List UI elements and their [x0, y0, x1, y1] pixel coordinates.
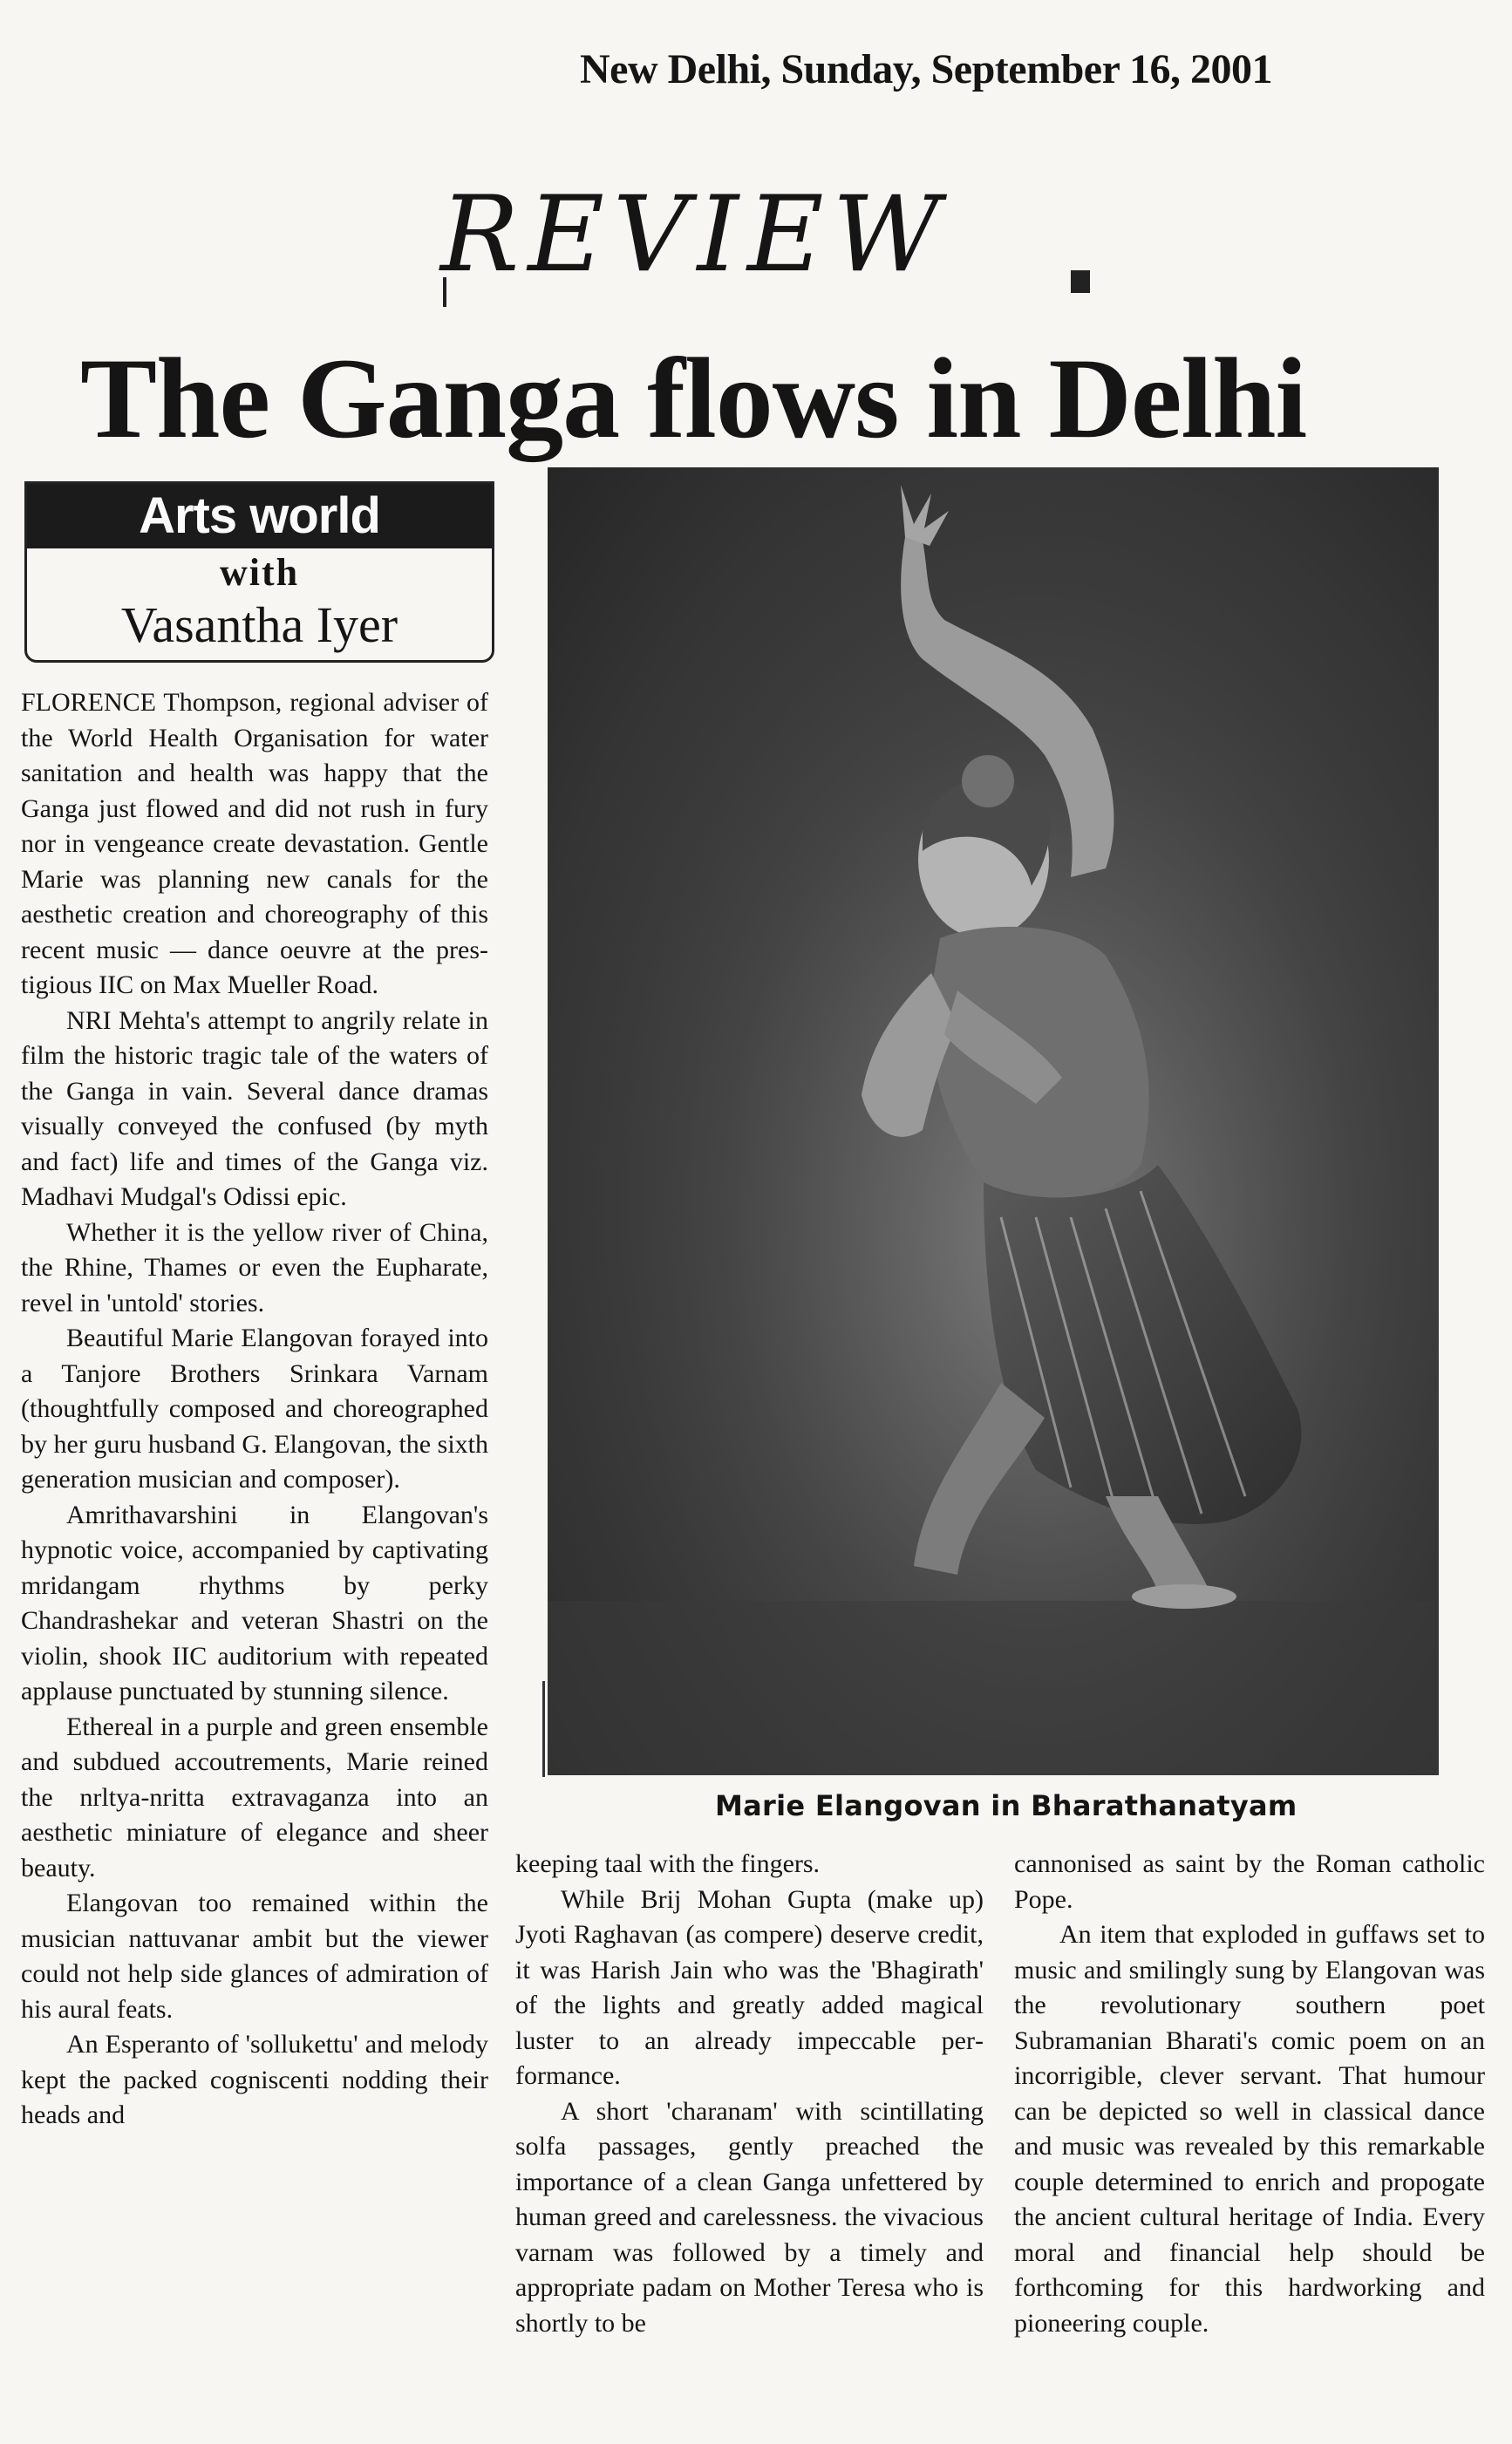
column-author: Vasantha Iyer — [120, 596, 398, 653]
dancer-photo — [548, 467, 1439, 1775]
paragraph: An item that exploded in guffaws set to music and smilingly sung by Elangovan was the revolutionary southern poet Subramanian Bharati's comic poem on an incorrigible, clever servant. That humour can be depicted so well in classical dance and music was revealed by this remarkable couple determined to enrich and propogate the ancient cultural heritage of India. Every moral and financial help should be forthcoming for this hardworking and pioneering couple. — [1014, 1920, 1485, 2338]
paragraph: Amrithavarshini in Elangovan's hypnotic voice, accompanied by captivating mridangam rhythms by perky Chandrashekar and veteran Shastri on the violin, shook IIC auditorium with repeated applause punctuated by stunning silence. — [21, 1500, 488, 1705]
paragraph: Beautiful Marie Elangovan forayed into a Tanjore Brothers Srinkara Varnam (thoughtfully composed and choreographed by her guru husband G. Elangovan, the sixth generation musician and composer). — [21, 1324, 488, 1494]
paragraph: Whether it is the yellow river of China, the Rhine, Thames or even the Eupharate, revel in 'untold' stories. — [21, 1217, 488, 1317]
article-column-3 — [1014, 1847, 1485, 2341]
photo-caption: Marie Elangovan in Bharathanatyam — [715, 1789, 1297, 1822]
paragraph: FLORENCE Thompson, regional adviser of the World Health Organisation for water sanitation and health was happy that the Ganga just flowed and did not rush in fury nor in vengeance create devastation. Gentle Marie was planning new canals for the aesthetic creation and choreography of this recent music — dance oeuvre at the prestigious IIC on Max Mueller Road. — [21, 688, 488, 999]
paragraph: A short 'charanam' with scintillating solfa passages, gently preached the importance of a clean Ganga unfettered by human greed and carelessness. the vivacious varnam was followed by a timely and appropriate padam on Mother Teresa who is shortly to be — [515, 2096, 984, 2338]
column-name: Arts world — [27, 484, 492, 548]
column-masthead — [24, 481, 494, 663]
column-with: with — [219, 551, 300, 594]
dateline: New Delhi, Sunday, September 16, 2001 — [580, 46, 1273, 92]
paragraph: cannonised as saint by the Roman catholic Pope. — [1014, 1849, 1485, 1914]
paragraph: keeping taal with the fingers. — [515, 1849, 821, 1878]
section-end-mark — [1071, 270, 1090, 293]
photo-frame-mark — [542, 1681, 545, 1777]
paragraph: NRI Mehta's attempt to angrily relate in film the historic tragic tale of the waters of the Ganga in vain. Several dance dramas visually conveyed the confused (by myth and fact) life and times of the Ganga viz. Madhavi Mudgal's Odissi epic. — [21, 1005, 488, 1211]
article-column-1 — [21, 685, 488, 2134]
paragraph: Elangovan too remained within the musician nattuvanar ambit but the viewer could not help side glances of admiration of his aural feats. — [21, 1889, 488, 2024]
section-label: REVIEW — [440, 174, 949, 296]
paragraph: Ethereal in a purple and green ensemble and subdued accoutrements, Marie reined the nrltya-nritta extravaganza into an aesthetic miniature of elegance and sheer beauty. — [21, 1712, 488, 1882]
dancer-silhouette — [548, 467, 1439, 1775]
paragraph: An Esperanto of 'sollukettu' and melody kept the packed cogniscenti nodding their heads and — [21, 2030, 488, 2129]
paragraph: While Brij Mohan Gupta (make up) Jyoti Raghavan (as compere) deserve credit, it was Harish Jain who was the 'Bhagirath' of the lights and greatly added magical luster to an already impeccable performance. — [515, 1884, 984, 2090]
headline: The Ganga flows in Delhi — [80, 334, 1307, 462]
article-column-2 — [515, 1847, 984, 2341]
